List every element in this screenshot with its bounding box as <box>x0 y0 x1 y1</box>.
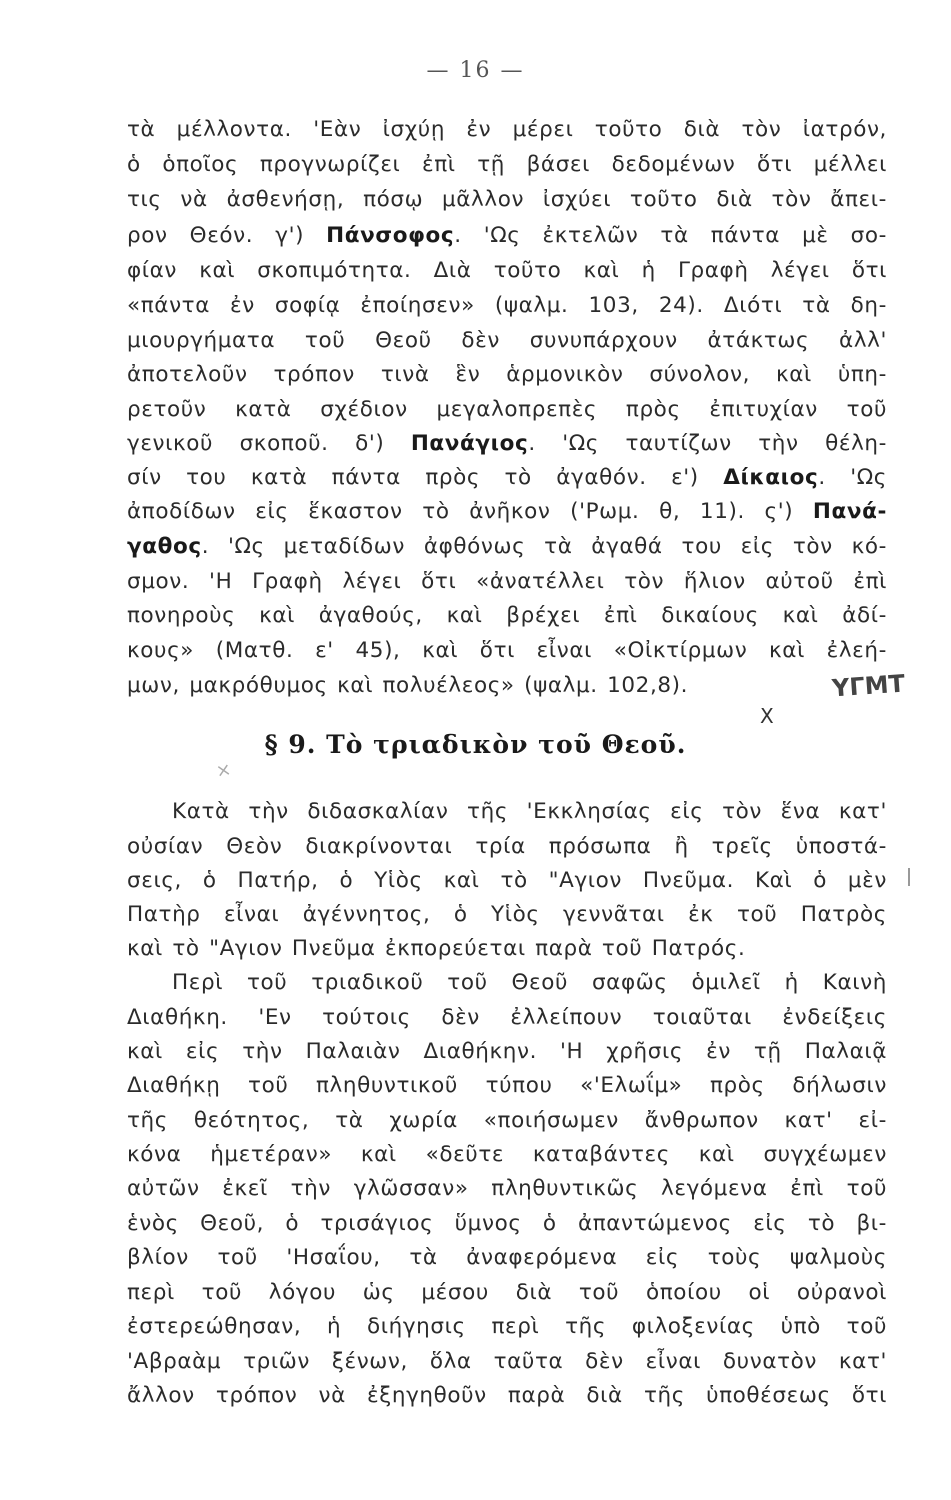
text-line: τὰ μέλλοντα. 'Εὰν ἰσχύῃ ἐν μέρει τοῦτο διὰ τὸν ἰατρόν, <box>127 117 887 142</box>
text-line: Διαθήκη. 'Εν τούτοις δὲν ἐλλείπουν τοιαῦται ἐνδείξεις <box>127 1005 887 1030</box>
text-line: ἀποδίδων εἰς ἕκαστον τὸ ἀνῆκον ('Ρωμ. θ, 11). ς') Πανά- <box>127 499 887 524</box>
text-line: γαθος. 'Ως μεταδίδων ἀφθόνως τὰ ἀγαθά του εἰς τὸν κό- <box>127 534 887 559</box>
text-line: βλίον τοῦ 'Ησαΐου, τὰ ἀναφερόμενα εἰς τοὺς ψαλμοὺς <box>127 1245 887 1270</box>
text-line: ὁ ὁποῖος προγνωρίζει ἐπὶ τῇ βάσει δεδομένων ὅτι μέλλει <box>127 152 887 177</box>
text-line: σεις, ὁ Πατήρ, ὁ Υἱὸς καὶ τὸ "Αγιον Πνεῦμα. Καὶ ὁ μὲν <box>127 868 887 893</box>
text-line: ἑνὸς Θεοῦ, ὁ τρισάγιος ὕμνος ὁ ἀπαντώμενος εἰς τὸ βι- <box>127 1211 887 1236</box>
text-line: μων, μακρόθυμος καὶ πολυέλεος» (ψαλμ. 102,8). <box>127 673 689 698</box>
text-line: σίν του κατὰ πάντα πρὸς τὸ ἀγαθόν. ε') Δίκαιος. 'Ως <box>127 465 887 490</box>
text-line: καὶ τὸ "Αγιον Πνεῦμα ἐκπορεύεται παρὰ τοῦ Πατρός. <box>127 936 746 961</box>
handwritten-mark: ΥΓΜΤ <box>831 669 906 703</box>
text-line: σμον. 'Η Γραφὴ λέγει ὅτι «ἀνατέλλει τὸν ἥλιον αὐτοῦ ἐπὶ <box>127 569 887 594</box>
text-line: κόνα ἡμετέραν» καὶ «δεῦτε καταβάντες καὶ συγχέωμεν <box>127 1142 887 1167</box>
text-line: ἄλλον τρόπον νὰ ἐξηγηθοῦν παρὰ διὰ τῆς ὑποθέσεως ὅτι <box>127 1383 887 1408</box>
small-mark: × <box>214 758 233 783</box>
text-line: Περὶ τοῦ τριαδικοῦ τοῦ Θεοῦ σαφῶς ὁμιλεῖ ἡ Καινὴ <box>172 970 887 995</box>
section-heading: § 9. Τὸ τριαδικὸν τοῦ Θεοῦ. <box>264 730 687 759</box>
text-line: 'Αβραὰμ τριῶν ξένων, ὅλα ταῦτα δὲν εἶναι δυνατὸν κατ' <box>127 1349 887 1374</box>
page-number: — 16 — <box>426 58 525 83</box>
text-line: ἀποτελοῦν τρόπον τινὰ ἓν ἁρμονικὸν σύνολον, καὶ ὑπη- <box>127 362 887 387</box>
text-line: φίαν καὶ σκοπιμότητα. Διὰ τοῦτο καὶ ἡ Γραφὴ λέγει ὅτι <box>127 258 887 283</box>
text-line: ρετοῦν κατὰ σχέδιον μεγαλοπρεπὲς πρὸς ἐπιτυχίαν τοῦ <box>127 397 887 422</box>
margin-mark <box>908 868 910 886</box>
text-line: κους» (Ματθ. ε' 45), καὶ ὅτι εἶναι «Οἰκτίρμων καὶ ἐλεή- <box>127 638 887 663</box>
text-line: Κατὰ τὴν διδασκαλίαν τῆς 'Εκκλησίας εἰς τὸν ἕνα κατ' <box>172 799 887 824</box>
text-line: αὐτῶν ἐκεῖ τὴν γλῶσσαν» πληθυντικῶς λεγόμενα ἐπὶ τοῦ <box>127 1176 887 1201</box>
text-line: περὶ τοῦ λόγου ὡς μέσου διὰ τοῦ ὁποίου οἱ οὐρανοὶ <box>127 1280 887 1305</box>
text-line: Πατὴρ εἶναι ἀγέννητος, ὁ Υἱὸς γεννᾶται ἐκ τοῦ Πατρὸς <box>127 902 887 927</box>
text-line: οὐσίαν Θεὸν διακρίνονται τρία πρόσωπα ἢ τρεῖς ὑποστά- <box>127 834 887 859</box>
text-line: καὶ εἰς τὴν Παλαιὰν Διαθήκην. 'Η χρῆσις ἐν τῇ Παλαιᾷ <box>127 1039 887 1064</box>
text-line: γενικοῦ σκοποῦ. δ') Πανάγιος. 'Ως ταυτίζων τὴν θέλη- <box>127 431 887 456</box>
text-line: ρον Θεόν. γ') Πάνσοφος. 'Ως ἐκτελῶν τὰ πάντα μὲ σο- <box>127 223 887 248</box>
text-line: μιουργήματα τοῦ Θεοῦ δὲν συνυπάρχουν ἀτάκτως ἀλλ' <box>127 328 887 353</box>
text-line: «πάντα ἐν σοφίᾳ ἐποίησεν» (ψαλμ. 103, 24). Διότι τὰ δη- <box>127 293 887 318</box>
text-line: πονηροὺς καὶ ἀγαθούς, καὶ βρέχει ἐπὶ δικαίους καὶ ἀδί- <box>127 603 887 628</box>
text-line: Διαθήκῃ τοῦ πληθυντικοῦ τύπου «'Ελωΐμ» πρὸς δήλωσιν <box>127 1073 887 1098</box>
text-line: τις νὰ ἀσθενήσῃ, πόσῳ μᾶλλον ἰσχύει τοῦτο διὰ τὸν ἄπει- <box>127 187 887 212</box>
text-line: τῆς θεότητος, τὰ χωρία «ποιήσωμεν ἄνθρωπον κατ' εἰ- <box>127 1108 887 1133</box>
x-mark: X <box>760 704 774 728</box>
text-line: ἐστερεώθησαν, ἡ διήγησις περὶ τῆς φιλοξενίας ὑπὸ τοῦ <box>127 1314 887 1339</box>
